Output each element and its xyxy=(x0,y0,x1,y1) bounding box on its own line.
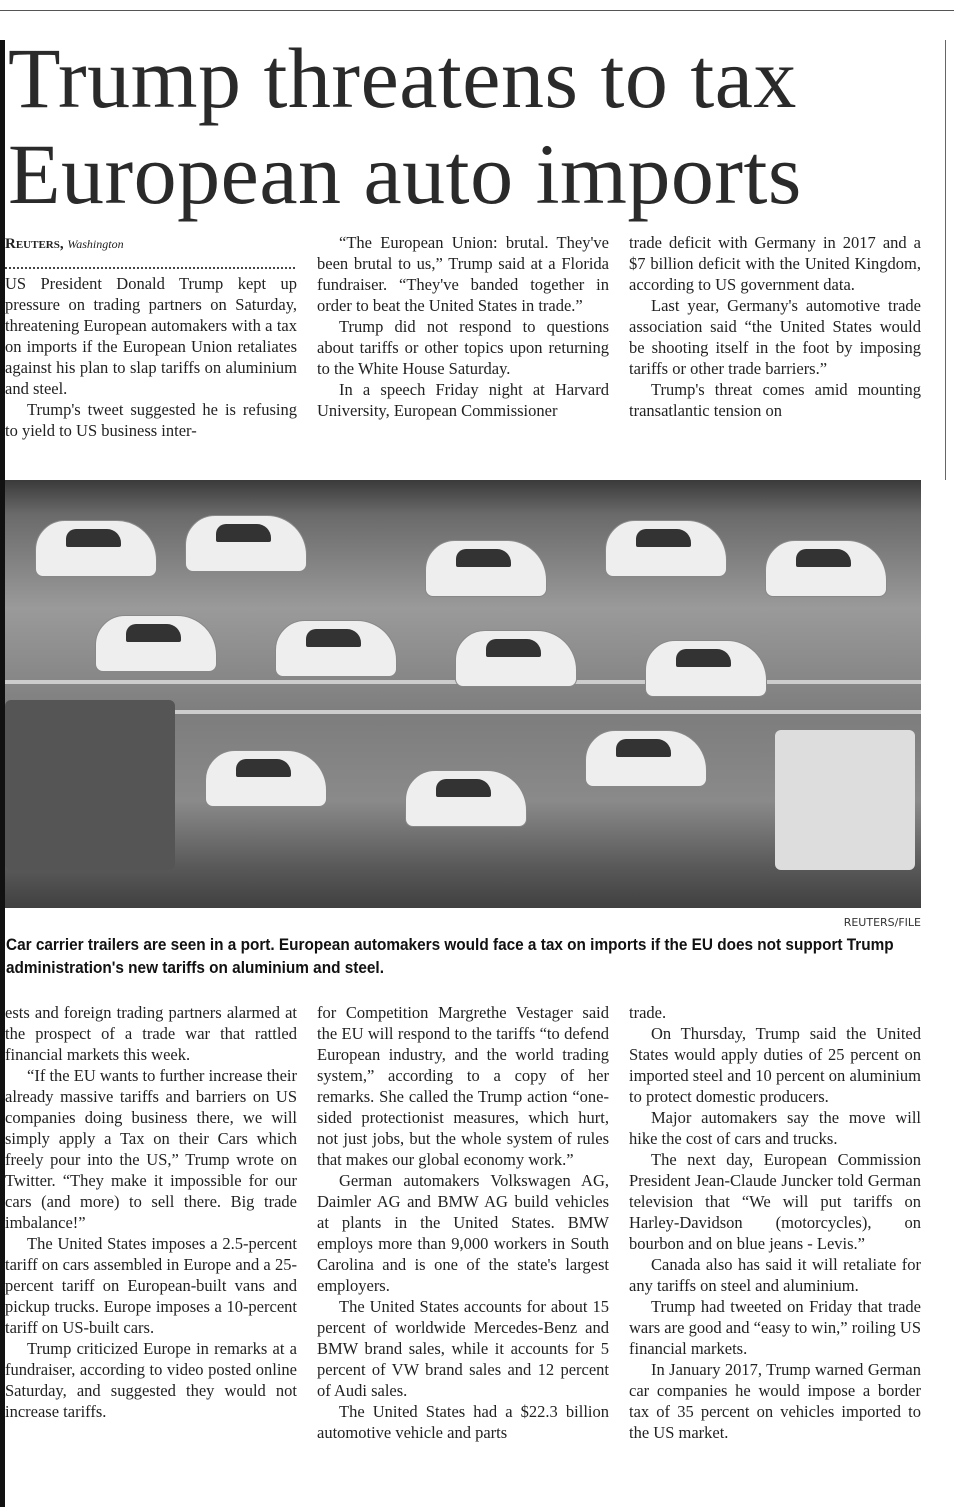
photo-caption: Car carrier trailers are seen in a port. European automakers would face a tax on imports if the EU does not support Trump administration's new tariffs on aluminium and steel. xyxy=(6,936,894,977)
paragraph: trade. xyxy=(629,1003,667,1022)
truck-cab-right xyxy=(775,730,915,870)
paragraph: Trump criticized Europe in remarks at a fundraiser, according to video posted online Saturday, and suggested they would not increase tariffs. xyxy=(5,1339,297,1421)
byline-place: Washington xyxy=(67,237,124,251)
bottom-column-3 xyxy=(629,1002,921,1443)
car xyxy=(185,515,307,572)
paragraph: On Thursday, Trump said the United States would apply duties of 25 percent on imported steel and 10 percent on aluminium to protect domestic producers. xyxy=(629,1024,921,1106)
paragraph: German automakers Volkswagen AG, Daimler AG and BMW AG build vehicles at plants in the United States. BMW employs more than 9,000 workers in South Carolina and is one of the state's largest employers. xyxy=(317,1171,609,1295)
byline xyxy=(5,234,297,255)
car xyxy=(645,640,767,697)
paragraph: “The European Union: brutal. They've been brutal to us,” Trump said at a Florida fundraiser. “They've banded together in order to beat the United States in trade.” xyxy=(317,233,609,315)
truck-cab-left xyxy=(5,700,175,870)
paragraph: The United States imposes a 2.5-percent tariff on cars assembled in Europe and a 25-percent tariff on European-built vans and pickup trucks. Europe imposes a 10-percent tariff on US-built cars. xyxy=(5,1234,297,1337)
paragraph: Trump had tweeted on Friday that trade wars are good and “easy to win,” roiling US financial markets. xyxy=(629,1297,921,1358)
top-column-2 xyxy=(317,232,609,421)
car xyxy=(275,620,397,677)
car xyxy=(405,770,527,827)
car xyxy=(425,540,547,597)
headline-line-1: Trump threatens to tax xyxy=(8,30,797,126)
paragraph: Last year, Germany's automotive trade association said “the United States would be shooting itself in the foot by imposing tariffs or other trade barriers.” xyxy=(629,296,921,378)
paragraph: US President Donald Trump kept up pressure on trading partners on Saturday, threatening European automakers with a tax on imports if the European Union retaliates against his plan to slap tariffs on aluminium and steel. xyxy=(5,274,297,398)
car xyxy=(205,750,327,807)
paragraph: Major automakers say the move will hike the cost of cars and trucks. xyxy=(629,1108,921,1148)
paragraph: Trump did not respond to questions about tariffs or other topics upon returning to the White House Saturday. xyxy=(317,317,609,378)
photo-credit: REUTERS/FILE xyxy=(843,916,921,929)
car xyxy=(765,540,887,597)
photo-car-carriers xyxy=(5,480,921,908)
paragraph: The United States had a $22.3 billion automotive vehicle and parts xyxy=(317,1402,609,1442)
byline-agency: Reuters, xyxy=(5,236,64,252)
paragraph: Canada also has said it will retaliate for any tariffs on steel and aluminium. xyxy=(629,1255,921,1295)
paragraph: In January 2017, Trump warned German car companies he would impose a border tax of 35 percent on vehicles imported to the US market. xyxy=(629,1360,921,1442)
byline-divider xyxy=(5,261,295,269)
bottom-column-2 xyxy=(317,1002,609,1443)
car xyxy=(95,615,217,672)
paragraph: The United States accounts for about 15 percent of worldwide Mercedes-Benz and BMW brand sales, while it accounts for 5 percent of VW brand sales and 12 percent of Audi sales. xyxy=(317,1297,609,1400)
top-column-3 xyxy=(629,232,921,421)
paragraph: ests and foreign trading partners alarmed at the prospect of a trade war that rattled financial markets this week. xyxy=(5,1003,297,1064)
paragraph: Trump's tweet suggested he is refusing to yield to US business inter- xyxy=(5,400,297,440)
paragraph: for Competition Margrethe Vestager said the EU will respond to the tariffs “to defend European industry, and the world trading system,” according to a copy of her remarks. She called the Trump action “one-sided protectionist measures, which hurt, not just jobs, but the whole system of rules that makes our global economy work.” xyxy=(317,1003,609,1169)
paragraph: The next day, European Commission President Jean-Claude Juncker told German television that “We will put tariffs on Harley-Davidson (motorcycles), on bourbon and on blue jeans - Levis.” xyxy=(629,1150,921,1253)
paragraph: “If the EU wants to further increase their already massive tariffs and barriers on US companies doing business there, we will simply apply a Tax on their Cars which freely pour into the US,” Trump wrote on Twitter. “They make it impossible for our cars (and more) to sell there. Big trade imbalance!” xyxy=(5,1066,297,1232)
headline xyxy=(8,30,948,222)
car xyxy=(605,520,727,577)
top-column-1 xyxy=(5,234,297,441)
bottom-column-1 xyxy=(5,1002,297,1422)
paragraph: Trump's threat comes amid mounting transatlantic tension on xyxy=(629,380,921,420)
car xyxy=(585,730,707,787)
top-rule xyxy=(0,10,954,11)
car xyxy=(35,520,157,577)
headline-line-2: European auto imports xyxy=(8,126,802,222)
paragraph: In a speech Friday night at Harvard University, European Commissioner xyxy=(317,380,609,420)
paragraph: trade deficit with Germany in 2017 and a $7 billion deficit with the United Kingdom, according to US government data. xyxy=(629,233,921,294)
car xyxy=(455,630,577,687)
